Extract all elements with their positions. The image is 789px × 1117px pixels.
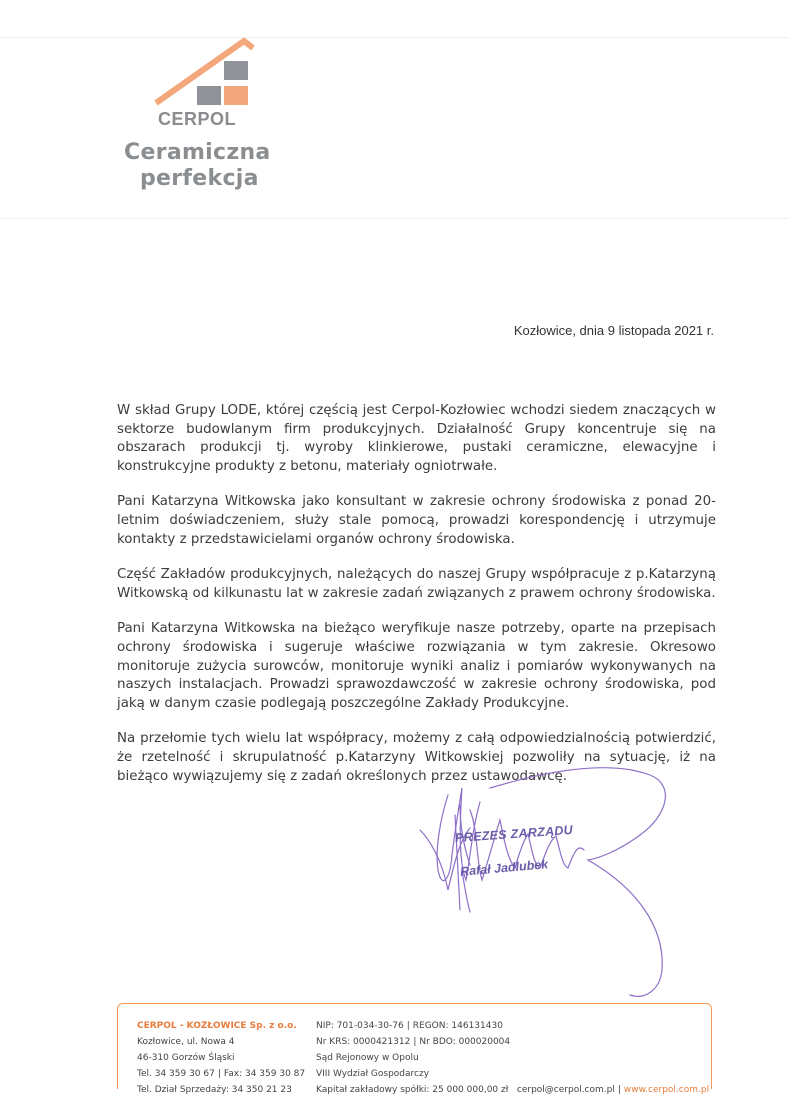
signature-icon: [400, 740, 700, 1010]
footer-capital: Kapitał zakładowy spółki: 25 000 000,00 zł: [316, 1085, 509, 1095]
footer-contact-row: Kapitał zakładowy spółki: 25 000 000,00 zł cerpol@cerpol.com.pl | www.cerpol.com.pl: [316, 1085, 710, 1095]
footer-sales: Tel. Dział Sprzedaży: 34 350 21 23: [137, 1085, 292, 1095]
footer-bdo: Nr BDO: 000020004: [419, 1037, 511, 1047]
footer-court2: VIII Wydział Gospodarczy: [316, 1069, 430, 1079]
footer-email[interactable]: cerpol@cerpol.com.pl: [516, 1085, 615, 1095]
tagline-line2: perfekcja: [140, 166, 259, 191]
tagline: [124, 140, 271, 192]
footer-address2: 46-310 Gorzów Śląski: [137, 1053, 235, 1063]
footer-nip: NIP: 701-034-30-76: [316, 1021, 404, 1031]
footer-registry-block: [316, 1018, 709, 1098]
footer-tel: Tel. 34 359 30 67: [137, 1069, 215, 1079]
footer-nip-row: NIP: 701-034-30-76 | REGON: 146131430: [316, 1021, 503, 1031]
footer-fax: Fax: 34 359 30 87: [223, 1069, 306, 1079]
stamp-title: PREZES ZARZĄDU: [454, 822, 574, 846]
footer-court1: Sąd Rejonowy w Opolu: [316, 1053, 419, 1063]
footer-address1: Kozłowice, ul. Nowa 4: [137, 1037, 235, 1047]
tile-gray-top: [224, 61, 248, 80]
footer-company: CERPOL - KOZŁOWICE Sp. z o.o.: [137, 1021, 297, 1031]
footer-krs-row: Nr KRS: 0000421312 | Nr BDO: 000020004: [316, 1037, 511, 1047]
brand-name: CERPOL: [158, 109, 237, 129]
header-rule: [0, 218, 789, 219]
footer-krs: Nr KRS: 0000421312: [316, 1037, 411, 1047]
footer-company-block: [137, 1018, 305, 1098]
letter-date: Kozłowice, dnia 9 listopada 2021 r.: [513, 323, 714, 338]
paragraph-4: Pani Katarzyna Witkowska na bieżąco weryfikuje nasze potrzeby, oparte na przepisach ochrony środowiska i sugeruje właściwe rozwiązania w tym zakresie. Okresowo monitoruje zużycia surowców, monitoruje wyniki analiz i pomiarów wykonywanych na naszych instalacjach. Prowadzi sprawozdawczość w zakresie ochrony środowiska, pod jaką w danym czasie podlegają poszczególne Zakłady Produkcyjne.: [117, 621, 716, 711]
footer-website-link[interactable]: www.cerpol.com.pl: [623, 1085, 710, 1095]
tile-orange-right: [224, 86, 248, 105]
footer-regon: REGON: 146131430: [412, 1021, 503, 1031]
stamp-name: Rafał Jadlubek: [459, 857, 549, 879]
footer-phone-row: Tel. 34 359 30 67 | Fax: 34 359 30 87: [137, 1069, 306, 1079]
paragraph-5: Na przełomie tych wielu lat współpracy, możemy z całą odpowiedzialnością potwierdzić, że rzetelność i skrupulatność p.Katarzyny Witkowskiej pozwoliły na sytuację, iż na bieżąco wywiązujemy się z zadań określonych przez ustawodawcę.: [117, 731, 716, 784]
top-rule: [0, 37, 789, 38]
paragraph-2: Pani Katarzyna Witkowska jako konsultant w zakresie ochrony środowiska z ponad 20-letnim doświadczeniem, służy stale pomocą, prowadzi korespondencję i utrzymuje kontakty z przedstawicielami organów ochrony środowiska.: [117, 494, 716, 547]
tagline-line1: Ceramiczna: [124, 140, 271, 165]
paragraph-3: Część Zakładów produkcyjnych, należących do naszej Grupy współpracuje z p.Katarzyną Witkowską od kilkunastu lat w zakresie zadań związanych z prawem ochrony środowiska.: [117, 567, 716, 601]
tile-gray-left: [197, 86, 221, 105]
paragraph-1: W skład Grupy LODE, której częścią jest Cerpol-Kozłowiec wchodzi siedem znaczących w sektorze budowlanym firm produkcyjnych. Działalność Grupy koncentruje się na obszarach produkcji tj. wyroby klinkierowe, pustaki ceramiczne, elewacyjne i konstrukcyjne produkty z betonu, materiały ogniotrwałe.: [117, 403, 716, 474]
